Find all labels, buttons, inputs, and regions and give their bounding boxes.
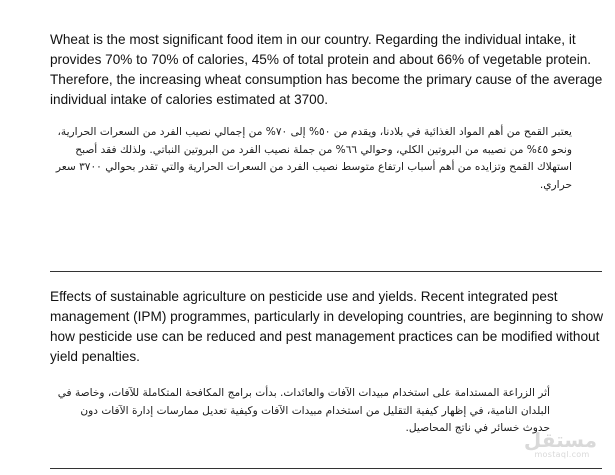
translation-block-wheat [50, 30, 608, 194]
english-paragraph-wheat: Wheat is the most significant food item in our country. Regarding the individual intake, it provides 70% to 70% of calories, 45% of total protein and about 66% of vegetable protein. Therefore, the increasing wheat consumption has become the primary cause of the average individual intake of calories estimated at 3700. [50, 32, 603, 107]
watermark-logo-text: مستقل [523, 428, 597, 452]
section-divider [50, 271, 602, 272]
watermark-url: mostaql.com [534, 450, 590, 459]
bottom-divider [50, 468, 602, 469]
english-paragraph-agriculture: Effects of sustainable agriculture on pesticide use and yields. Recent integrated pest management (IPM) programmes, particularly in developing countries, are beginning to show how pesticide use can be reduced and pest management practices can be modified without yield penalties. [50, 289, 604, 364]
translation-block-agriculture [50, 287, 608, 438]
arabic-paragraph-agriculture: أثر الزراعة المستدامة على استخدام مبيدات الآفات والعائدات. بدأت برامج المكافحة المتكاملة للآفات، وخاصة في البلدان النامية، في إظهار كيفية التقليل من استخدام مبيدات الآفات وكيفية تعديل ممارسات إدارة الآفات دون حدوث خسائر في ناتج المحاصيل. [57, 387, 550, 434]
arabic-paragraph-wheat: يعتبر القمح من أهم المواد الغذائية في بلادنا، ويقدم من ٥٠% إلى ٧٠% من إجمالي نصيب الفرد من السعرات الحرارية، ونحو ٤٥% من نصيبه من البروتين الكلي، وحوالي ٦٦% من جملة نصيب الفرد من البروتين النباتي. ولذلك فقد أصبح استهلاك القمح وتزايده من أهم أسباب ارتفاع متوسط نصيب الفرد من السعرات الحرارية والتي تقدر بحوالي ٣٧٠٠ سعر حراري. [55, 126, 572, 191]
mostaql-watermark [523, 428, 597, 459]
